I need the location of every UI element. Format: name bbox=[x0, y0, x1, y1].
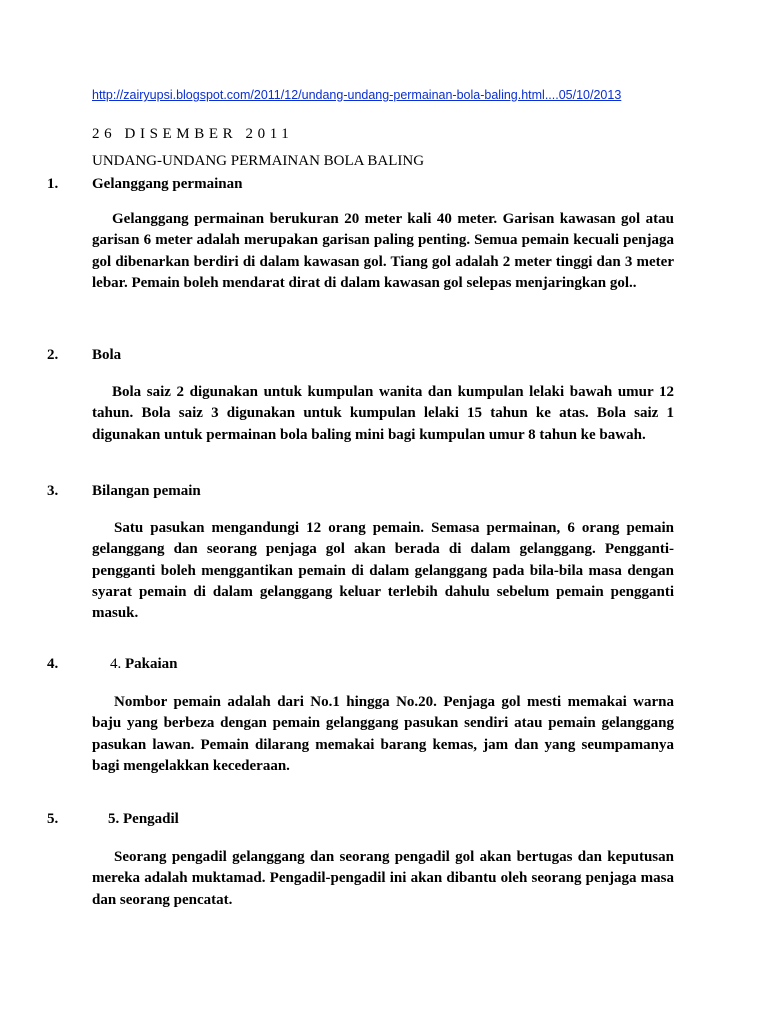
section-title bbox=[110, 656, 178, 673]
source-link[interactable]: http://zairyupsi.blogspot.com/2011/12/undang-undang-permainan-bola-baling.html....05/10/2013 bbox=[92, 88, 622, 102]
section-2-body: Bola saiz 2 digunakan untuk kumpulan wanita dan kumpulan lelaki bawah umur 12 tahun. Bola saiz 3 digunakan untuk kumpulan lelaki 15 tahun ke atas. Bola saiz 1 digunakan untuk permainan bola baling mini bagi kumpulan umur 8 tahun ke bawah. bbox=[92, 384, 674, 443]
section-title-text: Bilangan pemain bbox=[92, 483, 201, 499]
section-title bbox=[92, 483, 201, 500]
section-number: 3. bbox=[47, 483, 59, 499]
section-title-prefix: 5. bbox=[108, 811, 123, 827]
post-date: 26 DISEMBER 2011 bbox=[92, 126, 294, 142]
section-title-text: Bola bbox=[92, 347, 122, 363]
section-title-prefix: 4. bbox=[110, 656, 125, 672]
document-title: UNDANG-UNDANG PERMAINAN BOLA BALING bbox=[92, 153, 425, 169]
section-number: 1. bbox=[47, 176, 59, 192]
section-4-body: Nombor pemain adalah dari No.1 hingga No.20. Penjaga gol mesti memakai warna baju yang berbeza dengan pemain gelanggang pasukan sendiri atau pemain gelanggang pasukan lawan. Pemain dilarang memakai barang kemas, jam dan yang seumpamanya bagi mengelakkan kecederaan. bbox=[92, 694, 674, 774]
section-number: 5. bbox=[47, 811, 59, 827]
section-number: 2. bbox=[47, 347, 59, 363]
section-title bbox=[92, 347, 121, 364]
section-number: 4. bbox=[47, 656, 59, 672]
section-title bbox=[108, 811, 179, 828]
section-title-text: Gelanggang permainan bbox=[92, 176, 243, 192]
section-title-text: Pengadil bbox=[123, 811, 179, 827]
section-3-body: Satu pasukan mengandungi 12 orang pemain. Semasa permainan, 6 orang pemain gelanggang dan seorang penjaga gol akan berada di dalam gelanggang. Pengganti-pengganti boleh menggantikan pemain di dalam gelanggang pada bila-bila masa dengan syarat pemain di dalam gelanggang keluar terlebih dahulu sebelum pemain pengganti masuk. bbox=[92, 520, 674, 622]
section-5-body: Seorang pengadil gelanggang dan seorang pengadil gol akan bertugas dan keputusan mereka adalah muktamad. Pengadil-pengadil ini akan dibantu oleh seorang penjaga masa dan seorang pencatat. bbox=[92, 849, 674, 908]
section-1-body: Gelanggang permainan berukuran 20 meter kali 40 meter. Garisan kawasan gol atau garisan 6 meter adalah merupakan garisan paling penting. Semua pemain kecuali penjaga gol dibenarkan berdiri di dalam kawasan gol. Tiang gol adalah 2 meter tinggi dan 3 meter lebar. Pemain boleh mendarat dirat di dalam kawasan gol selepas menjaringkan gol.. bbox=[92, 211, 674, 291]
section-title bbox=[92, 176, 242, 193]
section-title-text: Pakaian bbox=[125, 656, 178, 672]
